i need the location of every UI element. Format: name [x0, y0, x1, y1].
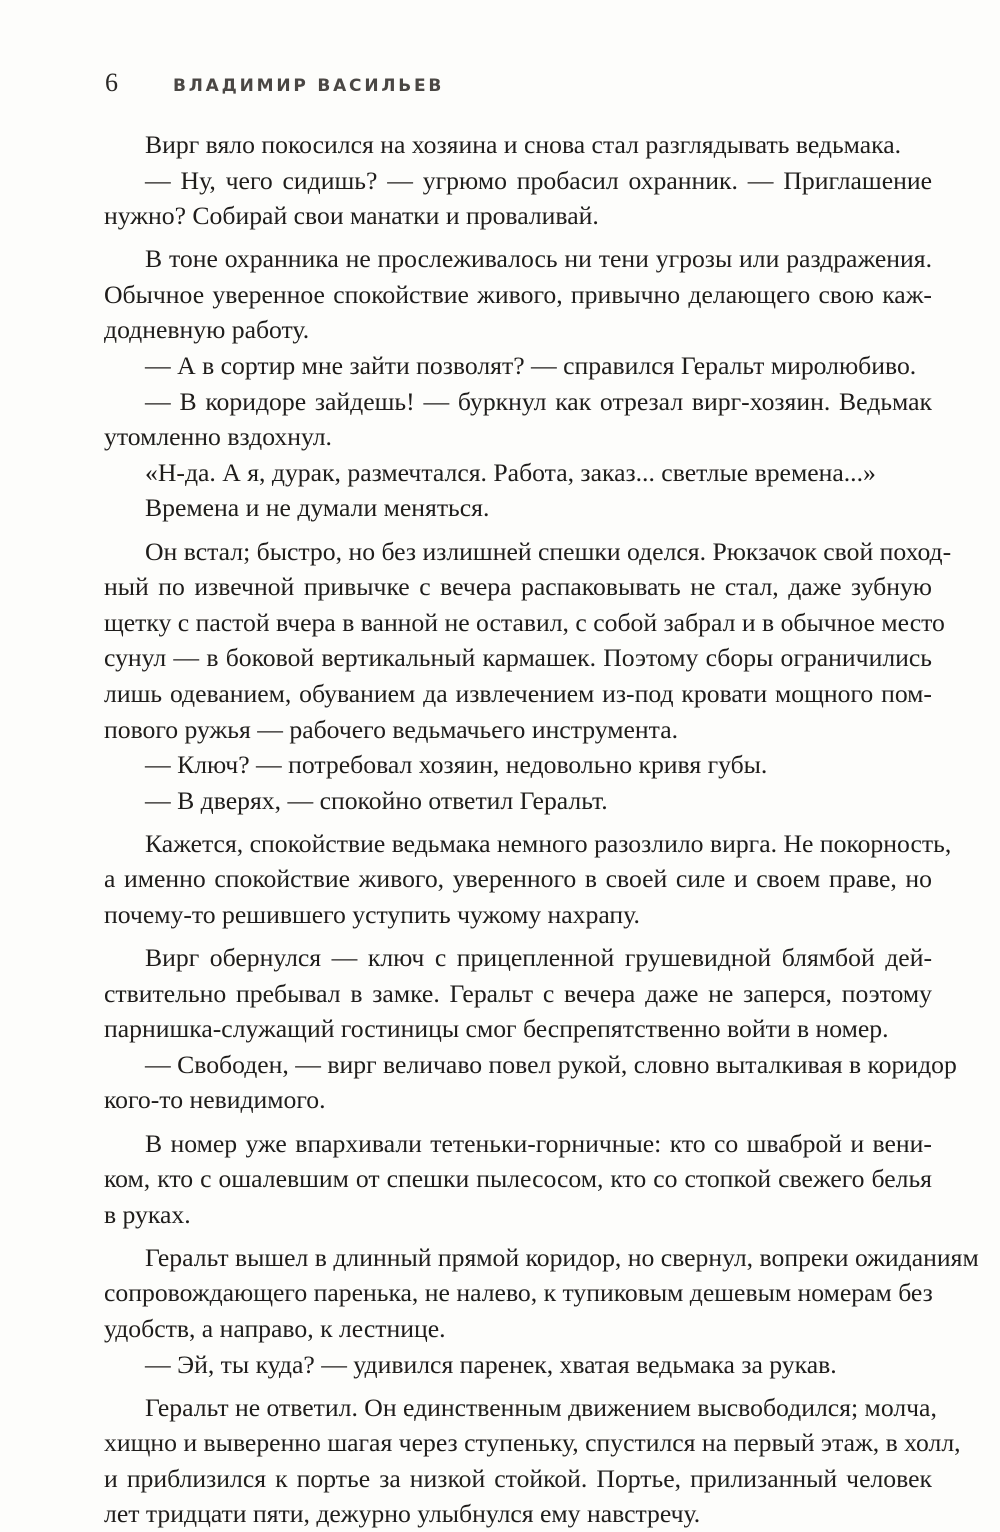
paragraph-gap: [104, 933, 932, 941]
text-line: лишь одеванием, обуванием да извлечением из-под кровати мощного пом-: [104, 678, 932, 708]
text-line: Кажется, спокойствие ведьмака немного разозлило вирга. Не покорность,: [145, 828, 952, 858]
text-line: Вирг вяло покосился на хозяина и снова стал разглядывать ведьмака.: [145, 130, 902, 159]
text-line: кого-то невидимого.: [104, 1085, 326, 1115]
text-line: В тоне охранника не прослеживалось ни тени угрозы или раздражения.: [145, 244, 932, 274]
text-line: нужно? Собирай свои манатки и проваливай.: [104, 201, 599, 231]
text-line: Он встал; быстро, но без излишней спешки оделся. Рюкзачок свой поход-: [145, 536, 952, 566]
text-line: пового ружья — рабочего ведьмачьего инструмента.: [104, 714, 679, 744]
text-line: додневную работу.: [104, 315, 310, 345]
text-line: — Ключ? — потребовал хозяин, недовольно кривя губы.: [145, 750, 768, 780]
text-line: Геральт вышел в длинный прямой коридор, но свернул, вопреки ожиданиям: [145, 1242, 979, 1272]
running-head-author: ВЛАДИМИР ВАСИЛЬЕВ: [173, 76, 445, 96]
text-line: Геральт не ответил. Он единственным движением высвободился; молча,: [145, 1392, 937, 1422]
text-line: ный по извечной привычке с вечера распаковывать не стал, даже зубную: [104, 572, 932, 602]
text-line: в руках.: [104, 1199, 191, 1229]
paragraph-gap: [104, 1232, 932, 1240]
text-line: почему-то решившего уступить чужому нахрапу.: [104, 899, 640, 929]
text-line: ком, кто с ошалевшим от спешки пылесосом, кто со стопкой свежего белья: [104, 1164, 932, 1194]
text-line: Времена и не думали меняться.: [145, 493, 490, 523]
paragraph-gap: [104, 234, 932, 242]
text-line: Вирг обернулся — ключ с прицепленной грушевидной блямбой дей-: [145, 943, 932, 973]
text-line: щетку с пастой вчера в ванной не оставил, с собой забрал и в обычное место: [104, 607, 945, 637]
text-line: — Ну, чего сидишь? — угрюмо пробасил охранник. — Приглашение: [145, 165, 932, 195]
page-header: [105, 68, 444, 98]
text-line: удобств, а направо, к лестнице.: [104, 1314, 446, 1343]
paragraph-gap: [104, 526, 932, 534]
paragraph-gap: [104, 1118, 932, 1126]
text-line: лет тридцати пяти, дежурно улыбнулся ему навстречу.: [104, 1499, 701, 1529]
text-line: — А в сортир мне зайти позволят? — справился Геральт миролюбиво.: [145, 351, 917, 381]
text-line: сунул — в боковой вертикальный кармашек. Поэтому сборы ограничились: [104, 643, 932, 673]
text-line: ствительно пребывал в замке. Геральт с вечера даже не заперся, поэтому: [104, 978, 932, 1008]
paragraph-gap: [104, 1382, 932, 1390]
text-line: Обычное уверенное спокойствие живого, привычно делающего свою каж-: [104, 279, 932, 309]
text-line: — В коридоре зайдешь! — буркнул как отрезал вирг-хозяин. Ведьмак: [145, 386, 932, 416]
text-line: хищно и выверенно шагая через ступеньку, спустился на первый этаж, в холл,: [104, 1428, 961, 1458]
text-line: В номер уже впархивали тетеньки-горничные: кто со шваброй и вени-: [145, 1128, 932, 1158]
paragraph-gap: [104, 818, 932, 826]
text-line: сопровождающего паренька, не налево, к тупиковым дешевым номерам без: [104, 1278, 933, 1308]
text-line: утомленно вздохнул.: [104, 422, 332, 452]
text-line: а именно спокойствие живого, уверенного в своей силе и своем праве, но: [104, 864, 932, 894]
body-text: [104, 127, 979, 1532]
text-line: — Эй, ты куда? — удивился паренек, хватая ведьмака за рукав.: [145, 1349, 837, 1379]
text-line: «Н-да. А я, дурак, размечтался. Работа, заказ... светлые времена...»: [145, 457, 876, 487]
text-line: — Свободен, — вирг величаво повел рукой, словно выталкивая в коридор: [145, 1049, 957, 1079]
page-number: 6: [105, 68, 118, 97]
text-line: — В дверях, — спокойно ответил Геральт.: [145, 785, 608, 815]
text-line: и приблизился к портье за низкой стойкой. Портье, прилизанный человек: [104, 1463, 932, 1493]
text-line: парнишка-служащий гостиницы смог беспрепятственно войти в номер.: [104, 1014, 889, 1044]
